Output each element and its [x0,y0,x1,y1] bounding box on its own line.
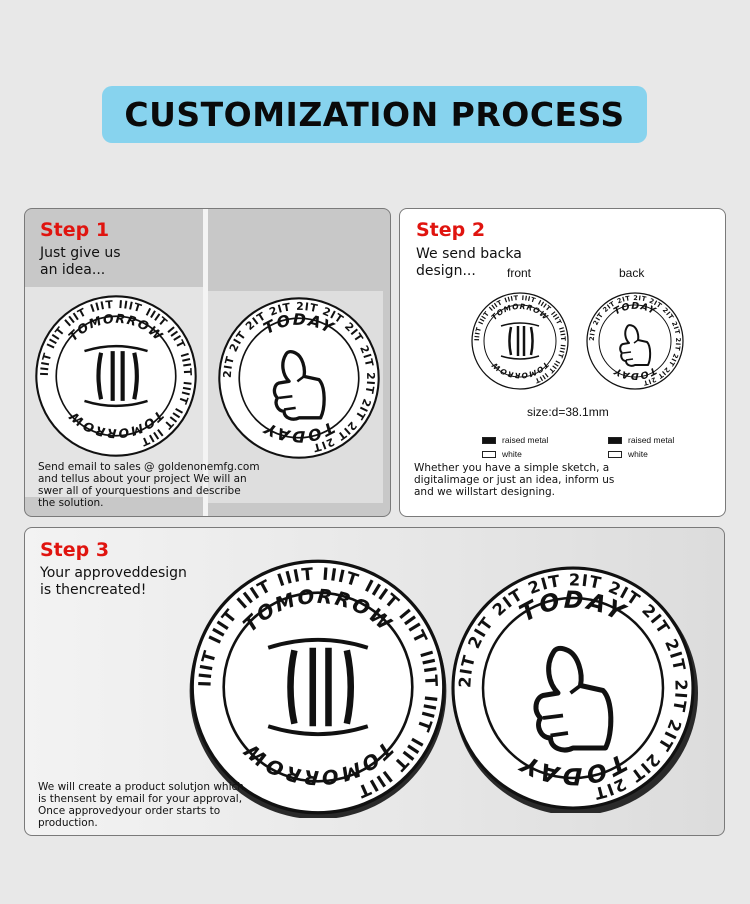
raised-metal-swatch [608,437,622,444]
step-1-title: Step 1 [40,219,110,241]
step-3-subtitle: Your approveddesign is thencreated! [40,565,187,598]
back-finished-coin [448,563,698,813]
thumbs-up-icon [219,298,378,457]
title-banner [102,86,647,143]
legend-white-front: white [482,449,522,459]
white-swatch [608,451,622,458]
step-3-title: Step 3 [40,539,110,561]
step-2-card [399,208,726,517]
bars-icon [36,296,195,455]
step-1-description: Send email to sales @ goldenonemfg.com and tellus about your project We will an swer all of yourquestions and describe the solution. [38,461,260,509]
size-label: size:d=38.1mm [527,405,609,419]
legend-white-back: white [608,449,648,459]
step-3-description: We will create a product solutjon which is thensent by email for your approval, Once approvedyour order starts to production. [38,781,244,829]
back-design-coin [585,291,685,391]
legend-raised-back: raised metal [608,435,674,445]
front-finished-coin [187,556,449,818]
white-swatch [482,451,496,458]
raised-metal-swatch [482,437,496,444]
step-1-subtitle: Just give us an idea... [40,245,121,278]
banner-title: CUSTOMIZATION PROCESS [124,95,625,134]
front-sketch-coin [33,293,199,459]
step-2-title: Step 2 [416,219,486,241]
back-label: back [619,266,645,280]
back-sketch-coin [216,295,382,461]
front-label: front [507,266,532,280]
front-design-coin [470,291,570,391]
step-1-card [24,208,391,517]
legend-raised-front: raised metal [482,435,548,445]
step-3-card [24,527,725,836]
step-2-description: Whether you have a simple sketch, a digitalimage or just an idea, inform us and we willstart designing. [414,462,615,498]
step-2-subtitle: We send backa design... [416,246,522,279]
